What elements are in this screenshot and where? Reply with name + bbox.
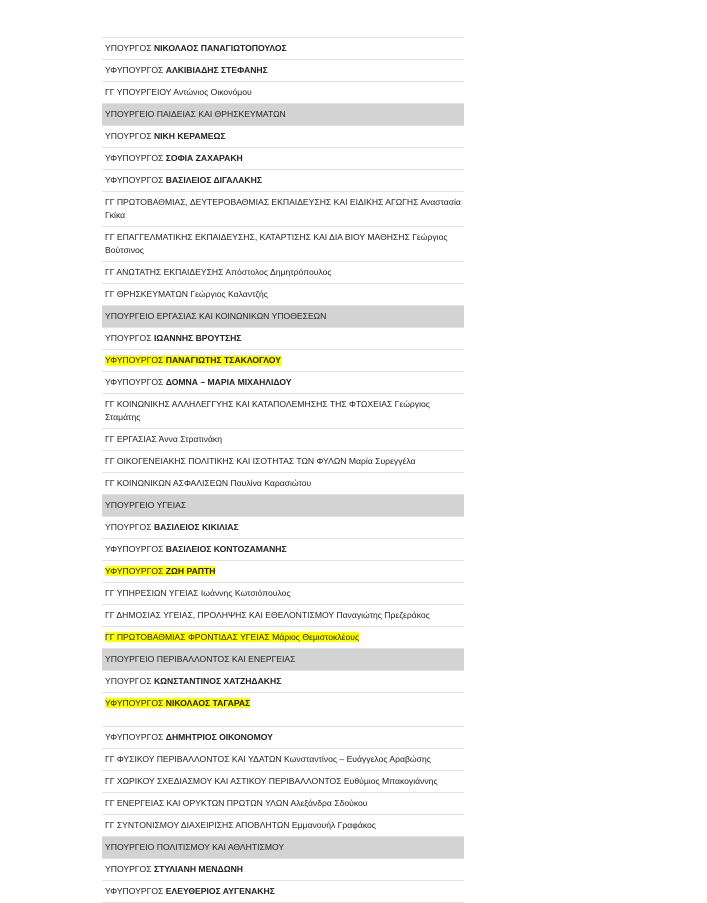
row-text — [105, 654, 295, 664]
role-label: ΥΦΥΠΟΥΡΓΟΣ — [105, 886, 166, 896]
role-label: ΥΦΥΠΟΥΡΓΟΣ — [105, 544, 166, 554]
person-name: ΝΙΚΟΛΑΟΣ ΠΑΝΑΓΙΩΤΟΠΟΥΛΟΣ — [153, 43, 287, 53]
official-row — [102, 284, 464, 306]
person-name: Αλεξάνδρα Σδούκου — [290, 798, 368, 808]
role-label: ΓΓ ΕΝΕΡΓΕΙΑΣ ΚΑΙ ΟΡΥΚΤΩΝ ΠΡΩΤΩΝ ΥΛΩΝ — [105, 798, 291, 808]
official-row — [102, 771, 464, 793]
role-label: ΓΓ ΥΠΟΥΡΓΕΙΟΥ — [105, 87, 174, 97]
row-text — [105, 478, 311, 488]
person-name: Γεώργιος Καλαντζής — [190, 289, 268, 299]
row-text — [105, 522, 239, 532]
official-row — [102, 429, 464, 451]
official-row — [102, 627, 464, 649]
official-row — [102, 671, 464, 693]
ministry-header-row — [102, 495, 464, 517]
person-name: ΒΑΣΙΛΕΙΟΣ ΚΙΚΙΛΙΑΣ — [153, 522, 239, 532]
role-label: ΓΓ ΠΡΩΤΟΒΑΘΜΙΑΣ ΦΡΟΝΤΙΔΑΣ ΥΓΕΙΑΣ — [105, 632, 273, 642]
person-name: ΕΛΕΥΘΕΡΙΟΣ ΑΥΓΕΝΑΚΗΣ — [165, 886, 275, 896]
official-row — [102, 473, 464, 495]
row-text — [105, 500, 186, 510]
official-row — [102, 37, 464, 60]
row-text — [105, 109, 286, 119]
ministry-header-row — [102, 104, 464, 126]
row-text — [105, 377, 292, 387]
highlighted-text — [105, 355, 281, 365]
row-text — [105, 754, 431, 764]
ministry-header-row — [102, 649, 464, 671]
official-row — [102, 793, 464, 815]
role-label: ΥΦΥΠΟΥΡΓΟΣ — [105, 732, 166, 742]
role-label: ΓΓ ΚΟΙΝΩΝΙΚΗΣ ΑΛΛΗΛΕΓΓΥΗΣ ΚΑΙ ΚΑΤΑΠΟΛΕΜΗΣΗΣ ΤΗΣ ΦΤΩΧΕΙΑΣ Γεώργιος Σταμάτης — [105, 399, 430, 422]
role-label: ΓΓ ΚΟΙΝΩΝΙΚΩΝ ΑΣΦΑΛΙΣΕΩΝ — [105, 478, 231, 488]
row-text — [105, 842, 284, 852]
role-label: ΓΓ ΘΡΗΣΚΕΥΜΑΤΩΝ — [105, 289, 191, 299]
highlighted-text — [105, 632, 359, 642]
person-name: ΒΑΣΙΛΕΙΟΣ ΚΟΝΤΟΖΑΜΑΝΗΣ — [165, 544, 287, 554]
official-row — [102, 561, 464, 583]
person-name: ΚΩΝΣΤΑΝΤΙΝΟΣ ΧΑΤΖΗΔΑΚΗΣ — [153, 676, 282, 686]
official-row — [102, 170, 464, 192]
official-row — [102, 227, 464, 262]
official-row — [102, 372, 464, 394]
role-label: ΥΦΥΠΟΥΡΓΟΣ — [105, 698, 166, 708]
official-row — [102, 262, 464, 284]
role-label: ΓΓ ΑΝΩΤΑΤΗΣ ΕΚΠΑΙΔΕΥΣΗΣ — [105, 267, 226, 277]
government-roster-table — [102, 37, 464, 903]
person-name: Άννα Στρατινάκη — [158, 434, 222, 444]
row-text — [105, 676, 281, 686]
official-row — [102, 60, 464, 82]
official-row — [102, 727, 464, 749]
highlighted-text — [105, 698, 250, 708]
official-row — [102, 148, 464, 170]
person-name: ΖΩΗ ΡΑΠΤΗ — [165, 566, 216, 576]
highlighted-text — [105, 566, 215, 576]
person-name: ΠΑΝΑΓΙΩΤΗΣ ΤΣΑΚΛΟΓΛΟΥ — [165, 355, 281, 365]
official-row — [102, 815, 464, 837]
row-text — [105, 798, 368, 808]
person-name: ΔΗΜΗΤΡΙΟΣ ΟΙΚΟΝΟΜΟΥ — [165, 732, 273, 742]
person-name: ΒΑΣΙΛΕΙΟΣ ΔΙΓΑΛΑΚΗΣ — [165, 175, 262, 185]
row-text — [105, 175, 262, 185]
person-name: ΑΛΚΙΒΙΑΔΗΣ ΣΤΕΦΑΝΗΣ — [165, 65, 268, 75]
role-label: ΥΠΟΥΡΓΕΙΟ ΕΡΓΑΣΙΑΣ ΚΑΙ ΚΟΙΝΩΝΙΚΩΝ ΥΠΟΘΕΣΕΩΝ — [105, 311, 327, 321]
person-name: Ιωάννης Κωτσιόπουλος — [200, 588, 291, 598]
person-name: Παυλίνα Καρασιώτου — [230, 478, 312, 488]
official-row — [102, 451, 464, 473]
row-text — [105, 776, 438, 786]
row-text — [105, 311, 326, 321]
person-name: ΣΤΥΛΙΑΝΗ ΜΕΝΔΩΝΗ — [153, 864, 243, 874]
row-text — [105, 610, 430, 620]
row-text — [105, 588, 291, 598]
official-row — [102, 328, 464, 350]
official-row — [102, 859, 464, 881]
role-label: ΥΠΟΥΡΓΟΣ — [105, 676, 154, 686]
person-name: Αντώνιος Οικονόμου — [173, 87, 252, 97]
row-text — [105, 456, 415, 466]
person-name: ΝΙΚΗ ΚΕΡΑΜΕΩΣ — [153, 131, 226, 141]
role-label: ΥΠΟΥΡΓΟΣ — [105, 131, 154, 141]
role-label: ΓΓ ΔΗΜΟΣΙΑΣ ΥΓΕΙΑΣ, ΠΡΟΛΗΨΗΣ ΚΑΙ ΕΘΕΛΟΝΤΙΣΜΟΥ — [105, 610, 337, 620]
official-row — [102, 583, 464, 605]
row-text — [105, 333, 241, 343]
role-label: ΓΓ ΠΡΩΤΟΒΑΘΜΙΑΣ, ΔΕΥΤΕΡΟΒΑΘΜΙΑΣ ΕΚΠΑΙΔΕΥΣΗΣ ΚΑΙ ΕΙΔΙΚΗΣ ΑΓΩΓΗΣ Αναστασία Γκίκα — [105, 197, 461, 220]
person-name: Εμμανουήλ Γραφάκος — [291, 820, 376, 830]
row-text — [105, 87, 252, 97]
person-name: ΙΩΑΝΝΗΣ ΒΡΟΥΤΣΗΣ — [153, 333, 242, 343]
official-row — [102, 749, 464, 771]
row-text — [105, 153, 243, 163]
role-label: ΥΦΥΠΟΥΡΓΟΣ — [105, 377, 166, 387]
role-label: ΥΠΟΥΡΓΕΙΟ ΠΕΡΙΒΑΛΛΟΝΤΟΣ ΚΑΙ ΕΝΕΡΓΕΙΑΣ — [105, 654, 296, 664]
person-name: Μάριος Θεμιστοκλέους — [272, 632, 360, 642]
role-label: ΥΦΥΠΟΥΡΓΟΣ — [105, 65, 166, 75]
row-text — [105, 65, 268, 75]
role-label: ΥΠΟΥΡΓΟΣ — [105, 864, 154, 874]
row-text — [105, 886, 275, 896]
row-text — [105, 43, 287, 53]
role-label: ΥΦΥΠΟΥΡΓΟΣ — [105, 153, 166, 163]
role-label: ΥΠΟΥΡΓΟΣ — [105, 522, 154, 532]
role-label: ΥΠΟΥΡΓΟΣ — [105, 43, 154, 53]
row-text — [105, 289, 268, 299]
role-label: ΓΓ ΟΙΚΟΓΕΝΕΙΑΚΗΣ ΠΟΛΙΤΙΚΗΣ ΚΑΙ ΙΣΟΤΗΤΑΣ ΤΩΝ ΦΥΛΩΝ — [105, 456, 349, 466]
role-label: ΥΠΟΥΡΓΟΣ — [105, 333, 154, 343]
role-label: ΓΓ ΕΠΑΓΓΕΛΜΑΤΙΚΗΣ ΕΚΠΑΙΔΕΥΣΗΣ, ΚΑΤΑΡΤΙΣΗΣ ΚΑΙ ΔΙΑ ΒΙΟΥ ΜΑΘΗΣΗΣ Γεώργιος Βούτσινος — [105, 232, 448, 255]
official-row — [102, 539, 464, 561]
official-row — [102, 881, 464, 903]
row-text — [105, 131, 226, 141]
person-name: Απόστολος Δημητρόπουλος — [225, 267, 332, 277]
row-text — [105, 544, 287, 554]
official-row — [102, 192, 464, 227]
role-label: ΓΓ ΣΥΝΤΟΝΙΣΜΟΥ ΔΙΑΧΕΙΡΙΣΗΣ ΑΠΟΒΛΗΤΩΝ — [105, 820, 292, 830]
official-row — [102, 693, 464, 727]
row-text — [105, 267, 332, 277]
role-label: ΥΠΟΥΡΓΕΙΟ ΥΓΕΙΑΣ — [105, 500, 187, 510]
role-label: ΥΦΥΠΟΥΡΓΟΣ — [105, 566, 166, 576]
row-text — [105, 399, 430, 422]
row-text — [105, 864, 243, 874]
official-row — [102, 126, 464, 148]
row-text — [105, 820, 376, 830]
row-text — [105, 232, 448, 255]
person-name: ΣΟΦΙΑ ΖΑΧΑΡΑΚΗ — [165, 153, 243, 163]
ministry-header-row — [102, 837, 464, 859]
person-name: Μαρία Συρεγγέλα — [348, 456, 416, 466]
person-name: ΝΙΚΟΛΑΟΣ ΤΑΓΑΡΑΣ — [165, 698, 251, 708]
role-label: ΓΓ ΥΠΗΡΕΣΙΩΝ ΥΓΕΙΑΣ — [105, 588, 201, 598]
ministry-header-row — [102, 306, 464, 328]
official-row — [102, 394, 464, 429]
role-label: ΥΠΟΥΡΓΕΙΟ ΠΑΙΔΕΙΑΣ ΚΑΙ ΘΡΗΣΚΕΥΜΑΤΩΝ — [105, 109, 286, 119]
role-label: ΥΦΥΠΟΥΡΓΟΣ — [105, 175, 166, 185]
role-label: ΓΓ ΦΥΣΙΚΟΥ ΠΕΡΙΒΑΛΛΟΝΤΟΣ ΚΑΙ ΥΔΑΤΩΝ Κωνσταντίνος – Ευάγγελος Αραβώσης — [105, 754, 431, 764]
official-row — [102, 82, 464, 104]
person-name: Παναγιώτης Πρεζεράκος — [336, 610, 430, 620]
official-row — [102, 350, 464, 372]
official-row — [102, 517, 464, 539]
row-text — [105, 434, 222, 444]
role-label: ΓΓ ΕΡΓΑΣΙΑΣ — [105, 434, 159, 444]
role-label: ΥΦΥΠΟΥΡΓΟΣ — [105, 355, 166, 365]
row-text — [105, 732, 273, 742]
person-name: ΔΟΜΝΑ – ΜΑΡΙΑ ΜΙΧΑΗΛΙΔΟΥ — [165, 377, 292, 387]
row-text — [105, 197, 461, 220]
official-row — [102, 605, 464, 627]
role-label: ΓΓ ΧΩΡΙΚΟΥ ΣΧΕΔΙΑΣΜΟΥ ΚΑΙ ΑΣΤΙΚΟΥ ΠΕΡΙΒΑΛΛΟΝΤΟΣ Ευθύμιος Μπακογιάννης — [105, 776, 438, 786]
role-label: ΥΠΟΥΡΓΕΙΟ ΠΟΛΙΤΙΣΜΟΥ ΚΑΙ ΑΘΛΗΤΙΣΜΟΥ — [105, 842, 285, 852]
